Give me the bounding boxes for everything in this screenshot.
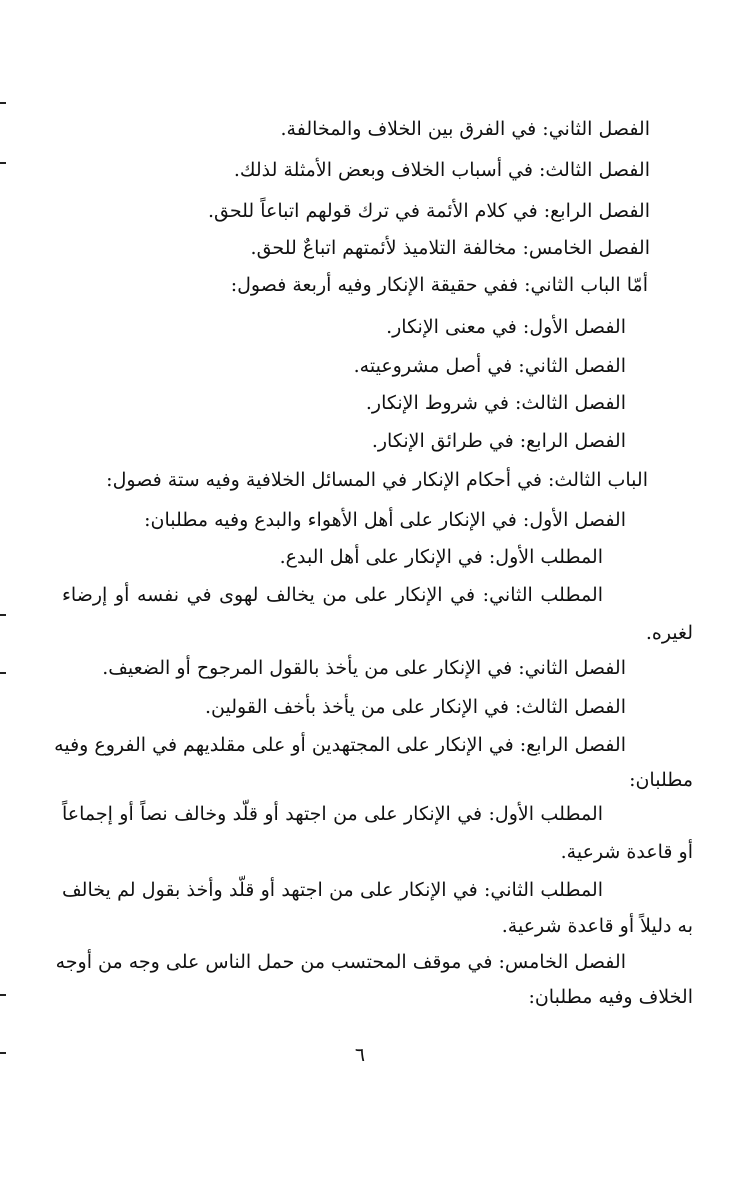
text-line: الفصل الثاني: في الفرق بين الخلاف والمخالفة.	[280, 118, 650, 140]
text-line: أو قاعدة شرعية.	[560, 841, 693, 863]
text-line: الفصل الثالث: في الإنكار على من يأخذ بأخف القولين.	[205, 696, 626, 718]
margin-mark	[0, 162, 6, 164]
text-line: المطلب الأول: في الإنكار على أهل البدع.	[279, 546, 603, 568]
margin-mark	[0, 102, 6, 104]
text-line: الفصل الثالث: في أسباب الخلاف وبعض الأمثلة لذلك.	[233, 159, 650, 181]
margin-mark	[0, 1052, 6, 1054]
text-line: به دليلاً أو قاعدة شرعية.	[501, 915, 693, 937]
text-line: الخلاف وفيه مطلبان:	[528, 986, 693, 1008]
text-line: الفصل الثالث: في شروط الإنكار.	[365, 392, 626, 414]
text-line: الفصل الأول: في الإنكار على أهل الأهواء والبدع وفيه مطلبان:	[144, 509, 626, 531]
text-line: المطلب الأول: في الإنكار على من اجتهد أو قلّد وخالف نصاً أو إجماعاً	[62, 803, 603, 825]
text-line: مطلبان:	[629, 769, 693, 791]
text-line: الفصل الأول: في معنى الإنكار.	[386, 316, 626, 338]
text-line: أمّا الباب الثاني: ففي حقيقة الإنكار وفيه أربعة فصول:	[230, 274, 648, 296]
margin-mark	[0, 614, 6, 616]
text-line: الباب الثالث: في أحكام الإنكار في المسائل الخلافية وفيه ستة فصول:	[106, 469, 648, 491]
text-line: المطلب الثاني: في الإنكار على من اجتهد أو قلّد وأخذ بقول لم يخالف	[62, 879, 603, 901]
text-line: الفصل الخامس: مخالفة التلاميذ لأئمتهم اتباعٌ للحق.	[250, 237, 650, 259]
text-line: الفصل الرابع: في طرائق الإنكار.	[371, 430, 626, 452]
text-line: الفصل الرابع: في كلام الأئمة في ترك قولهم اتباعاً للحق.	[207, 200, 650, 222]
text-line: لغيره.	[645, 622, 693, 644]
text-line: الفصل الثاني: في أصل مشروعيته.	[353, 355, 626, 377]
margin-mark	[0, 672, 6, 674]
margin-mark	[0, 994, 6, 996]
text-line: الفصل الثاني: في الإنكار على من يأخذ بالقول المرجوح أو الضعيف.	[102, 657, 626, 679]
text-line: الفصل الرابع: في الإنكار على المجتهدين أو على مقلديهم في الفروع وفيه	[54, 734, 626, 756]
text-line: المطلب الثاني: في الإنكار على من يخالف لهوى في نفسه أو إرضاء	[62, 584, 603, 606]
text-line: الفصل الخامس: في موقف المحتسب من حمل الناس على وجه من أوجه	[55, 951, 626, 973]
page-number: ٦	[354, 1044, 366, 1066]
